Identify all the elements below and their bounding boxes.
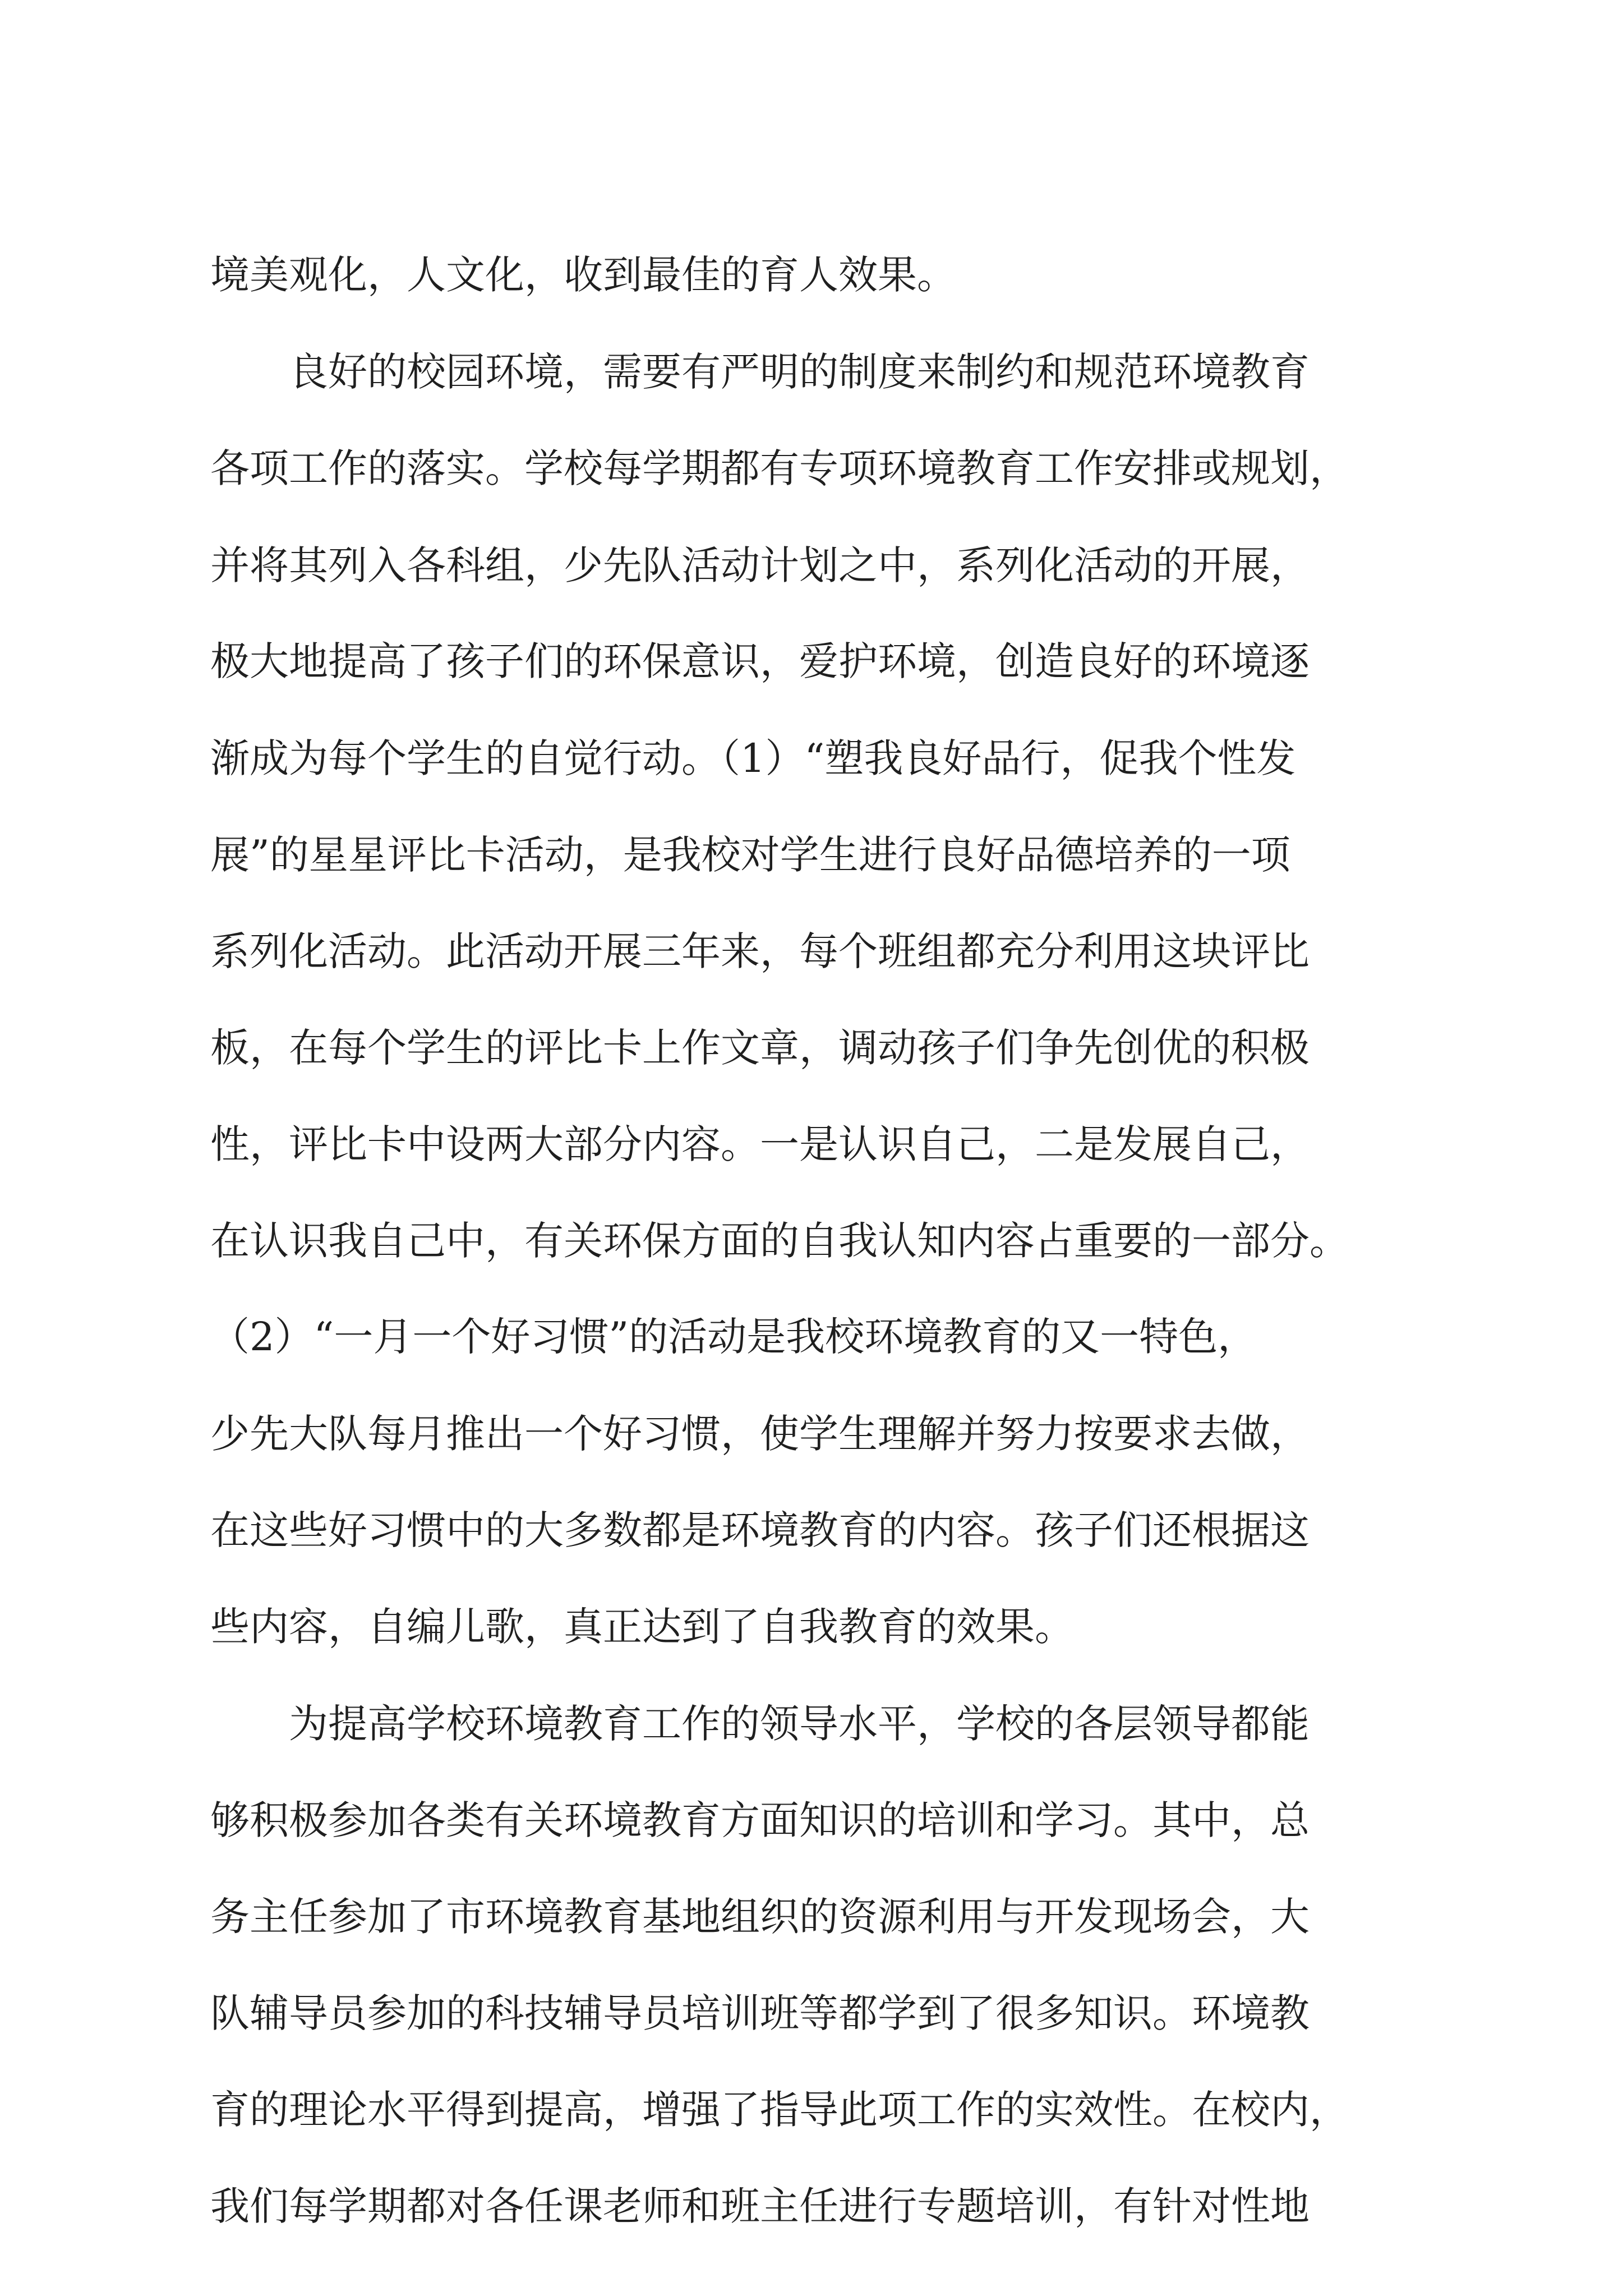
text-line: 性，评比卡中设两大部分内容。一是认识自己，二是发展自己， — [210, 1121, 1310, 1167]
text-line: 并将其列入各科组，少先队活动计划之中，系列化活动的开展， — [210, 542, 1310, 588]
text-line: 板，在每个学生的评比卡上作文章，调动孩子们争先创优的积极 — [210, 1025, 1310, 1071]
text-line: 我们每学期都对各任课老师和班主任进行专题培训，有针对性地 — [210, 2183, 1310, 2229]
text-line: 极大地提高了孩子们的环保意识，爱护环境，创造良好的环境逐 — [210, 638, 1310, 684]
text-line: 各项工作的落实。学校每学期都有专项环境教育工作安排或规划， — [210, 445, 1349, 491]
text-line: 队辅导员参加的科技辅导员培训班等都学到了很多知识。环境教 — [210, 1990, 1310, 2036]
text-line: 展”的星星评比卡活动，是我校对学生进行良好品德培养的一项 — [210, 832, 1290, 878]
text-line: 够积极参加各类有关环境教育方面知识的培训和学习。其中，总 — [210, 1797, 1310, 1843]
text-line: 系列化活动。此活动开展三年来，每个班组都充分利用这块评比 — [210, 928, 1310, 974]
text-line: 些内容，自编儿歌，真正达到了自我教育的效果。 — [210, 1604, 1074, 1650]
text-line: 务主任参加了市环境教育基地组织的资源利用与开发现场会，大 — [210, 1894, 1310, 1940]
text-line: 渐成为每个学生的自觉行动。（1）“塑我良好品行，促我个性发 — [210, 735, 1296, 781]
text-line: （2）“一月一个好习惯”的活动是我校环境教育的又一特色， — [210, 1314, 1257, 1360]
text-line: 在这些好习惯中的大多数都是环境教育的内容。孩子们还根据这 — [210, 1507, 1310, 1553]
text-line: 育的理论水平得到提高，增强了指导此项工作的实效性。在校内， — [210, 2087, 1349, 2133]
text-line: 为提高学校环境教育工作的领导水平，学校的各层领导都能 — [210, 1701, 1310, 1747]
text-line: 在认识我自己中，有关环保方面的自我认知内容占重要的一部分。 — [210, 1218, 1349, 1264]
text-line: 良好的校园环境，需要有严明的制度来制约和规范环境教育 — [210, 349, 1310, 395]
text-line: 境美观化，人文化，收到最佳的育人效果。 — [210, 252, 956, 298]
text-line: 少先大队每月推出一个好习惯，使学生理解并努力按要求去做， — [210, 1411, 1310, 1457]
